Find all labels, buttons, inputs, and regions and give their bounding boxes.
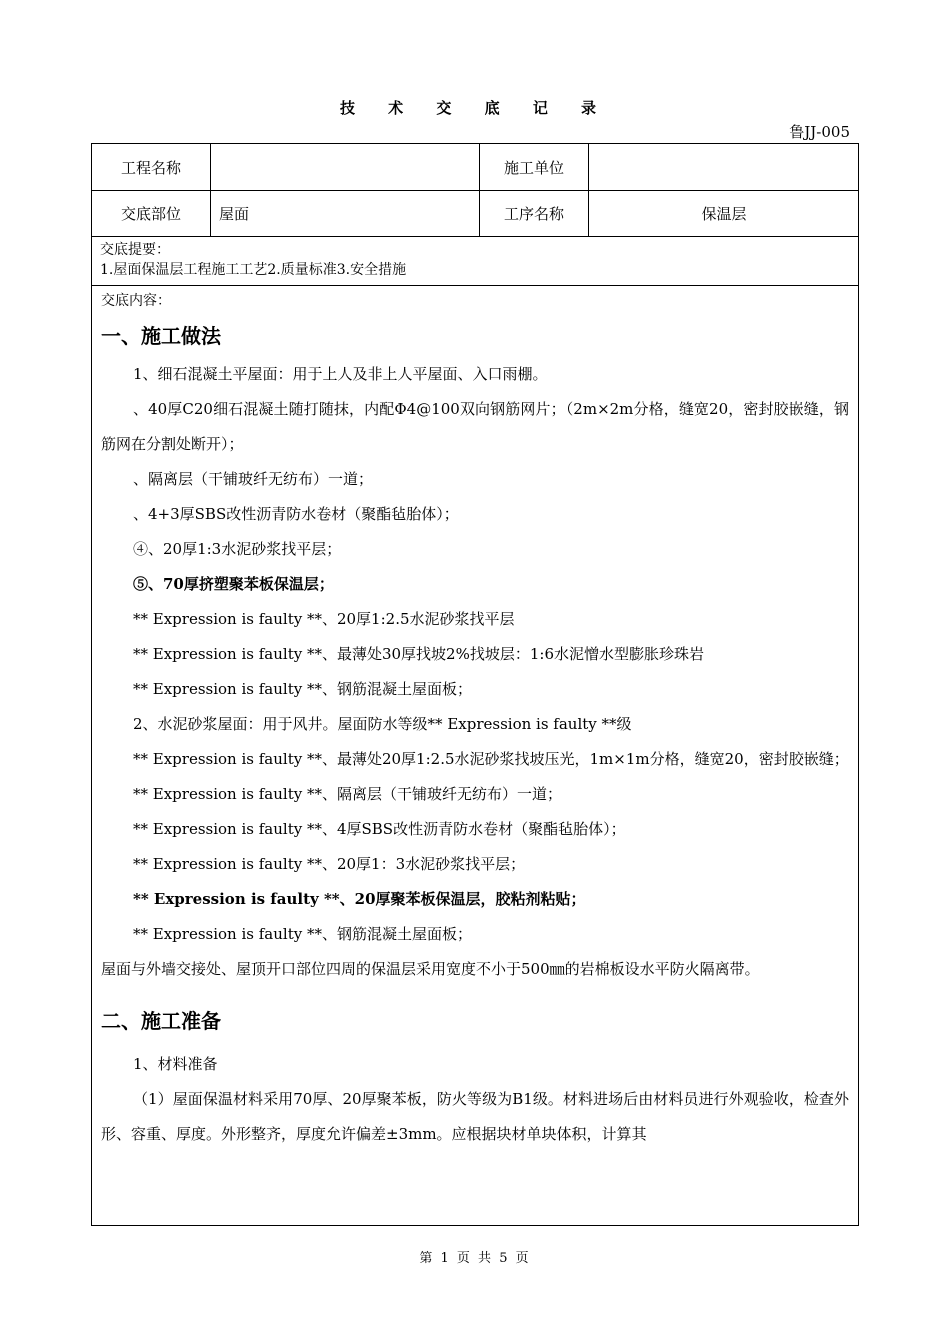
- part-label: 交底部位: [120, 205, 181, 223]
- document-title: 技 术 交 底 记 录: [339, 99, 611, 117]
- content-line: ** Expression is faulty **、隔离层（干铺玻纤无纺布）一道；: [133, 785, 562, 803]
- content-line: ④、20厚1:3水泥砂浆找平层；: [133, 540, 342, 558]
- subheading-materials: 1、材料准备: [133, 1055, 218, 1073]
- content-line: 、4+3厚SBS改性沥青防水卷材（聚酯毡胎体）；: [133, 505, 459, 523]
- content-line: ** Expression is faulty **、钢筋混凝土屋面板；: [133, 925, 472, 943]
- section-heading-2: 二、施工准备: [101, 1009, 221, 1033]
- part-value[interactable]: 屋面: [219, 205, 250, 223]
- content-line: 1、细石混凝土平屋面：用于上人及非上人平屋面、入口雨棚。: [133, 365, 548, 383]
- section-heading-1: 一、施工做法: [101, 324, 221, 348]
- row-part: [92, 191, 858, 237]
- content-line: ** Expression is faulty **、20厚聚苯板保温层，胶粘剂粘贴；: [133, 890, 586, 908]
- summary-section: [92, 236, 858, 286]
- fire-barrier-note: 屋面与外墙交接处、屋顶开口部位四周的保温层采用宽度不小于500㎜的岩棉板设水平防火隔离带。: [101, 960, 760, 978]
- content-line: 、隔离层（干铺玻纤无纺布）一道；: [133, 470, 374, 488]
- form-code: 鲁JJ-005: [789, 123, 850, 141]
- content-line: ** Expression is faulty **、20厚1：3水泥砂浆找平层；: [133, 855, 526, 873]
- content-label: 交底内容：: [101, 293, 171, 309]
- process-label: 工序名称: [503, 205, 564, 223]
- content-line: 2、水泥砂浆屋面：用于风井。屋面防水等级** Expression is faulty **级: [133, 715, 632, 733]
- unit-label: 施工单位: [503, 158, 564, 177]
- materials-paragraph: （1）屋面保温材料采用70厚、20厚聚苯板，防火等级为B1级。材料进场后由材料员进行外观验收，检查外形、容重、厚度。外形整齐，厚度允许偏差±3mm。应根据块材单块体积，计算其: [101, 1090, 849, 1143]
- summary-label: 交底提要：: [100, 242, 170, 258]
- content-line: ⑤、70厚挤塑聚苯板保温层；: [133, 575, 334, 593]
- content-section: [92, 286, 858, 1152]
- content-line: ** Expression is faulty **、最薄处20厚1:2.5水泥砂浆找坡压光，1m×1m分格，缝宽20，密封胶嵌缝；: [133, 750, 849, 768]
- summary-text: 1.屋面保温层工程施工工艺2.质量标准3.安全措施: [100, 262, 407, 278]
- content-line: ** Expression is faulty **、4厚SBS改性沥青防水卷材（聚酯毡胎体）；: [133, 820, 626, 838]
- content-line: ** Expression is faulty **、20厚1:2.5水泥砂浆找平层: [133, 610, 515, 628]
- record-table: [91, 143, 859, 1226]
- project-name-value[interactable]: [211, 144, 479, 190]
- process-value[interactable]: 保温层: [701, 205, 747, 223]
- unit-value[interactable]: [589, 144, 859, 190]
- page-footer: 第 1 页 共 5 页: [419, 1251, 531, 1266]
- content-line: ** Expression is faulty **、钢筋混凝土屋面板；: [133, 680, 472, 698]
- project-name-label: 工程名称: [120, 158, 181, 177]
- content-line: ** Expression is faulty **、最薄处30厚找坡2%找坡层：1:6水泥憎水型膨胀珍珠岩: [133, 645, 704, 663]
- row-project: [92, 144, 858, 191]
- content-line: 、40厚C20细石混凝土随打随抹，内配Φ4@100双向钢筋网片；（2m×2m分格，缝宽20，密封胶嵌缝，钢筋网在分割处断开）；: [101, 400, 849, 453]
